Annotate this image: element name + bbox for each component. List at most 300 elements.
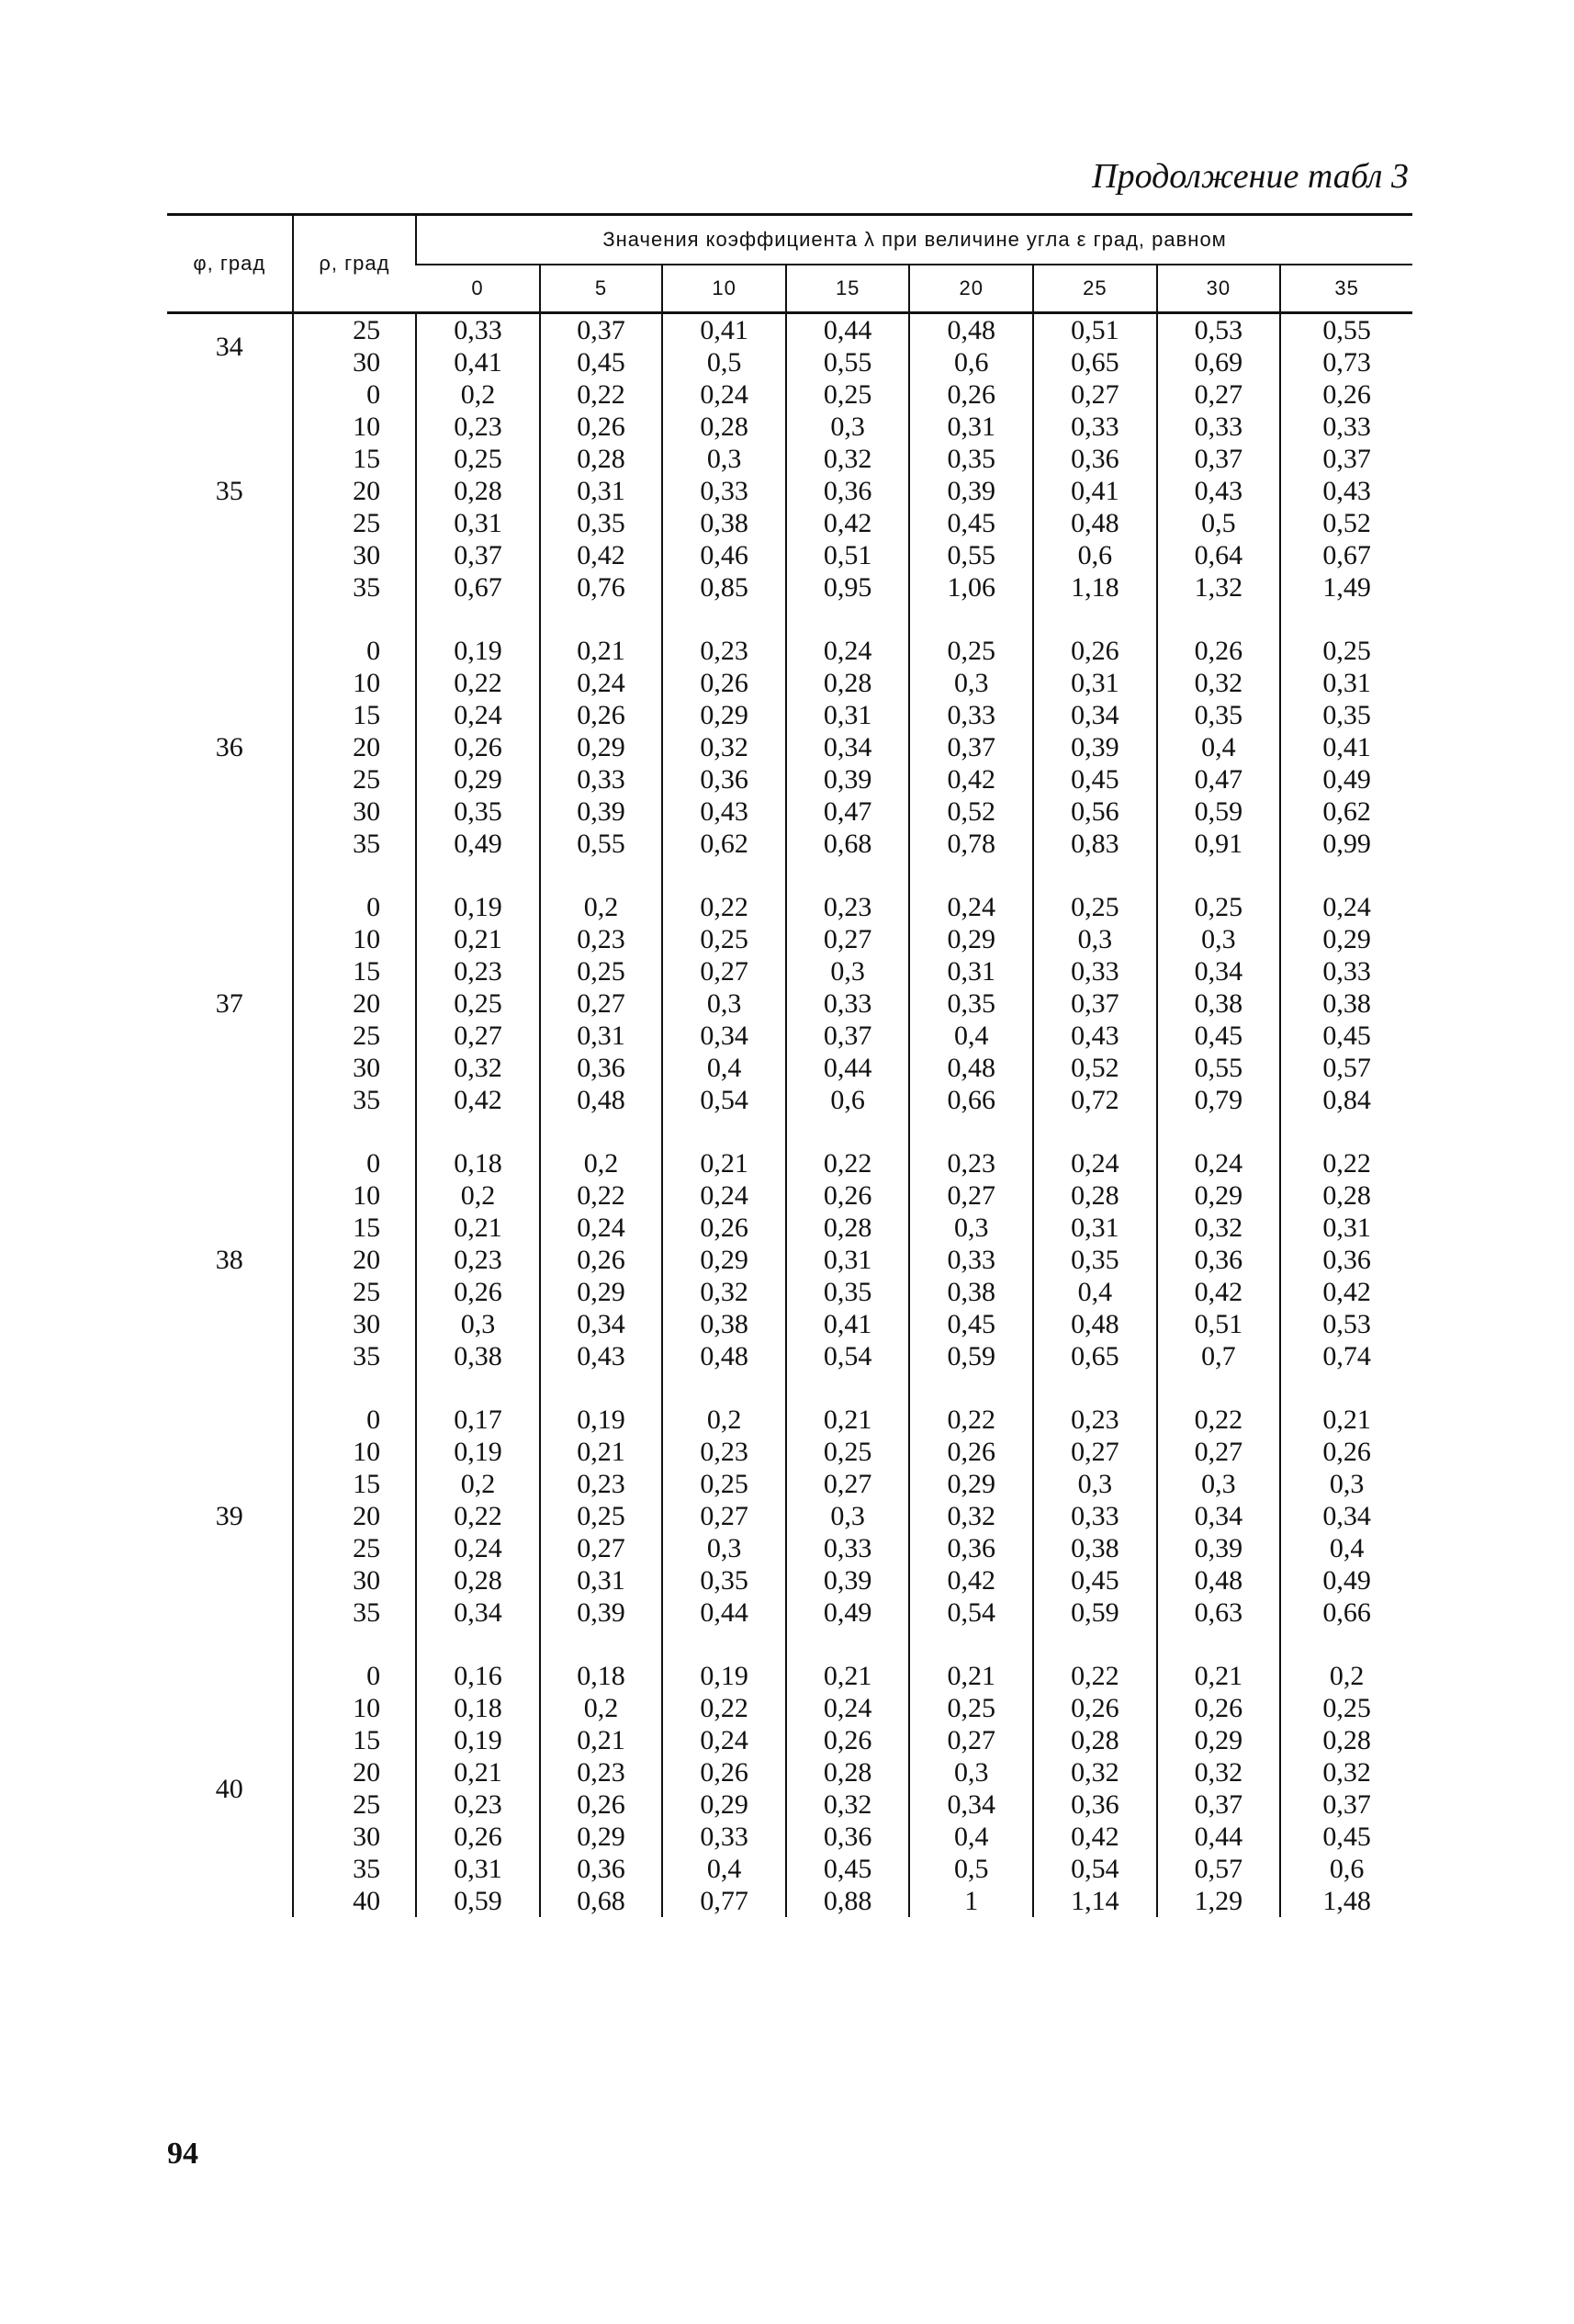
lambda-value-cell: 0,35 [1033,1244,1157,1276]
lambda-value-cell: 0,21 [662,1147,786,1179]
lambda-value-cell: 0,32 [909,1500,1033,1532]
lambda-value-cell: 0,56 [1033,795,1157,828]
lambda-value-cell: 0,45 [1157,1020,1281,1052]
lambda-value-cell: 0,28 [1033,1179,1157,1212]
rho-cell: 15 [293,1212,417,1244]
lambda-value-cell: 0,3 [662,987,786,1020]
lambda-value-cell: 0,18 [416,1147,540,1179]
lambda-value-cell: 0,49 [1280,1564,1412,1596]
table-row [167,731,1412,763]
lambda-value-cell: 0,31 [909,955,1033,987]
lambda-value-cell: 0,21 [1157,1660,1281,1692]
lambda-value-cell: 0,62 [662,828,786,860]
lambda-value-cell: 0,24 [416,699,540,731]
phi-cell: 35 [215,476,243,506]
lambda-value-cell: 0,38 [1157,987,1281,1020]
lambda-value-cell: 0,39 [786,1564,910,1596]
lambda-value-cell: 0,35 [909,443,1033,475]
epsilon-header-cell: 30 [1157,265,1281,313]
lambda-value-cell: 0,77 [662,1885,786,1917]
table-row [167,667,1412,699]
lambda-value-cell: 0,31 [540,475,663,507]
lambda-value-cell: 0,45 [786,1853,910,1885]
table-row [167,1500,1412,1532]
lambda-value-cell: 0,24 [1157,1147,1281,1179]
lambda-value-cell: 0,21 [416,1756,540,1788]
lambda-value-cell: 0,39 [1157,1532,1281,1564]
lambda-value-cell: 0,42 [909,763,1033,795]
lambda-value-cell: 0,4 [1157,731,1281,763]
lambda-value-cell: 0,3 [909,1756,1033,1788]
lambda-value-cell: 0,34 [909,1788,1033,1821]
lambda-value-cell: 0,36 [909,1532,1033,1564]
lambda-value-cell: 0,27 [662,955,786,987]
spacer-cell [662,1372,786,1404]
lambda-value-cell: 0,42 [1280,1276,1412,1308]
lambda-value-cell: 0,2 [416,1179,540,1212]
lambda-value-cell: 0,26 [540,1244,663,1276]
lambda-value-cell: 0,31 [1033,1212,1157,1244]
lambda-value-cell: 0,45 [1033,763,1157,795]
lambda-value-cell: 0,38 [662,1308,786,1340]
lambda-value-cell: 0,26 [540,1788,663,1821]
lambda-value-cell: 0,51 [1157,1308,1281,1340]
lambda-value-cell: 0,26 [1033,1692,1157,1724]
rho-cell: 35 [293,1596,417,1629]
phi-cell: 38 [215,1245,243,1275]
lambda-value-cell: 0,72 [1033,1084,1157,1116]
lambda-value-cell: 0,51 [1033,313,1157,347]
rho-cell: 0 [293,1404,417,1436]
table-row [167,1756,1412,1788]
rho-cell: 15 [293,1468,417,1500]
group-spacer [167,1116,1412,1147]
lambda-value-cell: 0,2 [416,1468,540,1500]
lambda-value-cell: 0,65 [1033,1340,1157,1372]
lambda-value-cell: 0,59 [1033,1596,1157,1629]
rho-cell: 25 [293,1788,417,1821]
lambda-value-cell: 0,31 [1033,667,1157,699]
lambda-value-cell: 0,6 [1280,1853,1412,1885]
lambda-value-cell: 0,55 [1280,313,1412,347]
spacer-cell [1280,1629,1412,1660]
lambda-value-cell: 0,32 [662,1276,786,1308]
rho-cell: 35 [293,1340,417,1372]
rho-cell: 15 [293,699,417,731]
lambda-value-cell: 0,42 [786,507,910,539]
rho-cell: 25 [293,1276,417,1308]
phi-column-header: φ, град [167,215,293,313]
lambda-value-cell: 0,24 [662,378,786,411]
lambda-value-cell: 0,28 [786,1756,910,1788]
lambda-value-cell: 0,37 [416,539,540,571]
lambda-value-cell: 0,25 [662,1468,786,1500]
lambda-value-cell: 0,45 [1280,1020,1412,1052]
lambda-value-cell: 0,32 [1033,1756,1157,1788]
lambda-value-cell: 0,33 [1280,411,1412,443]
lambda-value-cell: 0,32 [786,1788,910,1821]
table-row [167,699,1412,731]
lambda-value-cell: 0,27 [786,923,910,955]
lambda-value-cell: 0,31 [540,1020,663,1052]
spacer-cell [540,860,663,891]
lambda-value-cell: 0,91 [1157,828,1281,860]
spacer-cell [909,604,1033,635]
lambda-value-cell: 0,29 [1157,1179,1281,1212]
page-number: 94 [167,2137,198,2171]
lambda-value-cell: 0,78 [909,828,1033,860]
table-row [167,1885,1412,1917]
lambda-value-cell: 0,21 [540,635,663,667]
lambda-value-cell: 0,6 [1033,539,1157,571]
lambda-value-cell: 1,32 [1157,571,1281,604]
rho-cell: 30 [293,346,417,378]
lambda-value-cell: 0,22 [540,378,663,411]
lambda-value-cell: 0,17 [416,1404,540,1436]
rho-cell: 35 [293,828,417,860]
lambda-value-cell: 0,21 [786,1660,910,1692]
lambda-value-cell: 0,26 [1280,1436,1412,1468]
lambda-value-cell: 0,49 [1280,763,1412,795]
lambda-value-cell: 0,31 [416,1853,540,1885]
table-row [167,378,1412,411]
rho-cell: 30 [293,1052,417,1084]
spacer-cell [909,1372,1033,1404]
lambda-value-cell: 0,28 [416,475,540,507]
table-row [167,1244,1412,1276]
lambda-value-cell: 0,26 [786,1724,910,1756]
lambda-value-cell: 0,21 [909,1660,1033,1692]
spacer-cell [662,1629,786,1660]
lambda-value-cell: 0,33 [909,1244,1033,1276]
lambda-value-cell: 0,27 [786,1468,910,1500]
lambda-value-cell: 0,35 [1157,699,1281,731]
spacer-cell [540,1372,663,1404]
lambda-value-cell: 0,42 [416,1084,540,1116]
lambda-value-cell: 0,22 [416,1500,540,1532]
lambda-value-cell: 0,6 [786,1084,910,1116]
lambda-value-cell: 0,84 [1280,1084,1412,1116]
spacer-cell [909,1116,1033,1147]
lambda-value-cell: 0,22 [1033,1660,1157,1692]
lambda-value-cell: 0,44 [786,313,910,347]
lambda-value-cell: 0,48 [909,313,1033,347]
lambda-value-cell: 0,37 [1280,1788,1412,1821]
lambda-value-cell: 0,29 [909,1468,1033,1500]
lambda-value-cell: 0,66 [1280,1596,1412,1629]
table-row [167,763,1412,795]
lambda-value-cell: 0,49 [416,828,540,860]
lambda-value-cell: 0,27 [416,1020,540,1052]
spacer-cell [786,860,910,891]
lambda-value-cell: 1,49 [1280,571,1412,604]
spacer-cell [540,1629,663,1660]
spacer-cell [786,1372,910,1404]
lambda-value-cell: 0,36 [540,1052,663,1084]
lambda-value-cell: 0,24 [540,667,663,699]
lambda-value-cell: 0,37 [1157,443,1281,475]
epsilon-header-cell: 20 [909,265,1033,313]
lambda-value-cell: 1,14 [1033,1885,1157,1917]
lambda-value-cell: 0,67 [1280,539,1412,571]
lambda-value-cell: 0,57 [1157,1853,1281,1885]
lambda-value-cell: 0,32 [1280,1756,1412,1788]
lambda-value-cell: 0,33 [1033,411,1157,443]
lambda-value-cell: 0,3 [909,1212,1033,1244]
lambda-value-cell: 0,19 [662,1660,786,1692]
lambda-value-cell: 0,85 [662,571,786,604]
lambda-value-cell: 0,24 [662,1724,786,1756]
table-row [167,1821,1412,1853]
spacer-cell [1157,1116,1281,1147]
lambda-value-cell: 0,59 [909,1340,1033,1372]
lambda-value-cell: 1,48 [1280,1885,1412,1917]
lambda-value-cell: 0,33 [1280,955,1412,987]
lambda-value-cell: 0,26 [416,731,540,763]
rho-cell: 30 [293,1564,417,1596]
lambda-value-cell: 0,41 [662,313,786,347]
lambda-value-cell: 0,55 [1157,1052,1281,1084]
lambda-value-cell: 0,3 [662,443,786,475]
lambda-value-cell: 0,33 [540,763,663,795]
lambda-value-cell: 0,38 [1033,1532,1157,1564]
lambda-value-cell: 0,31 [540,1564,663,1596]
lambda-value-cell: 0,79 [1157,1084,1281,1116]
lambda-value-cell: 0,25 [1280,635,1412,667]
spacer-cell [293,1116,417,1147]
lambda-value-cell: 0,2 [1280,1660,1412,1692]
lambda-value-cell: 0,19 [416,891,540,923]
table-row [167,313,1412,347]
lambda-value-cell: 0,67 [416,571,540,604]
lambda-value-cell: 0,2 [662,1404,786,1436]
lambda-value-cell: 0,24 [540,1212,663,1244]
lambda-value-cell: 0,27 [662,1500,786,1532]
epsilon-header-cell: 35 [1280,265,1412,313]
lambda-value-cell: 0,19 [540,1404,663,1436]
lambda-value-cell: 0,39 [786,763,910,795]
lambda-value-cell: 0,59 [1157,795,1281,828]
lambda-value-cell: 0,41 [416,346,540,378]
lambda-value-cell: 0,4 [909,1821,1033,1853]
group-spacer [167,1372,1412,1404]
spacer-cell [1280,1116,1412,1147]
lambda-value-cell: 0,29 [662,1788,786,1821]
lambda-value-cell: 0,37 [1033,987,1157,1020]
lambda-value-cell: 0,45 [909,507,1033,539]
lambda-value-cell: 0,25 [909,1692,1033,1724]
lambda-value-cell: 0,37 [1280,443,1412,475]
lambda-value-cell: 0,21 [416,1212,540,1244]
spacer-cell [167,604,293,635]
lambda-value-cell: 0,25 [662,923,786,955]
spacer-cell [540,1116,663,1147]
rho-cell: 0 [293,1660,417,1692]
table-row [167,1084,1412,1116]
spacer-cell [1157,1629,1281,1660]
lambda-value-cell: 0,44 [662,1596,786,1629]
table-row [167,987,1412,1020]
lambda-value-cell: 0,23 [662,1436,786,1468]
lambda-value-cell: 0,55 [786,346,910,378]
lambda-value-cell: 0,26 [1033,635,1157,667]
rho-cell: 35 [293,1853,417,1885]
lambda-value-cell: 0,22 [662,1692,786,1724]
lambda-value-cell: 0,34 [1157,1500,1281,1532]
lambda-value-cell: 0,28 [1280,1179,1412,1212]
table-row [167,1788,1412,1821]
lambda-value-cell: 0,53 [1280,1308,1412,1340]
lambda-value-cell: 0,21 [416,923,540,955]
lambda-value-cell: 0,48 [1033,1308,1157,1340]
lambda-value-cell: 0,25 [786,1436,910,1468]
lambda-value-cell: 0,7 [1157,1340,1281,1372]
lambda-value-cell: 0,35 [416,795,540,828]
lambda-value-cell: 0,2 [540,1147,663,1179]
lambda-value-cell: 0,19 [416,635,540,667]
rho-cell: 30 [293,795,417,828]
rho-cell: 25 [293,313,417,347]
lambda-value-cell: 0,23 [786,891,910,923]
lambda-span-header: Значения коэффициента λ при величине угла ε град, равном [416,215,1412,265]
lambda-value-cell: 0,41 [786,1308,910,1340]
lambda-value-cell: 0,29 [1157,1724,1281,1756]
spacer-cell [167,1116,293,1147]
lambda-value-cell: 0,25 [1033,891,1157,923]
lambda-value-cell: 0,6 [909,346,1033,378]
rho-cell: 20 [293,1500,417,1532]
epsilon-header-cell: 0 [416,265,540,313]
lambda-value-cell: 0,31 [786,699,910,731]
spacer-cell [416,1372,540,1404]
lambda-value-cell: 0,59 [416,1885,540,1917]
lambda-value-cell: 0,21 [540,1436,663,1468]
lambda-value-cell: 0,23 [540,1756,663,1788]
lambda-value-cell: 0,29 [540,1821,663,1853]
lambda-value-cell: 0,21 [540,1724,663,1756]
lambda-value-cell: 0,5 [909,1853,1033,1885]
lambda-value-cell: 0,4 [662,1853,786,1885]
lambda-value-cell: 0,33 [1033,955,1157,987]
lambda-value-cell: 0,34 [1280,1500,1412,1532]
spacer-cell [1280,860,1412,891]
lambda-value-cell: 0,55 [540,828,663,860]
lambda-value-cell: 0,48 [1033,507,1157,539]
spacer-cell [167,860,293,891]
lambda-value-cell: 0,27 [909,1179,1033,1212]
lambda-value-cell: 0,42 [1157,1276,1281,1308]
rho-cell: 10 [293,1692,417,1724]
table-row [167,923,1412,955]
lambda-value-cell: 0,36 [1157,1244,1281,1276]
lambda-value-cell: 0,23 [540,923,663,955]
rho-cell: 10 [293,923,417,955]
lambda-value-cell: 0,39 [909,475,1033,507]
lambda-value-cell: 0,49 [786,1596,910,1629]
lambda-value-cell: 0,41 [1033,475,1157,507]
lambda-value-cell: 0,28 [1280,1724,1412,1756]
lambda-value-cell: 0,35 [540,507,663,539]
lambda-value-cell: 0,23 [909,1147,1033,1179]
lambda-value-cell: 0,23 [416,411,540,443]
table-caption: Продолжение табл 3 [1092,157,1409,196]
lambda-value-cell: 0,68 [786,828,910,860]
lambda-value-cell: 0,26 [662,667,786,699]
table-row [167,539,1412,571]
lambda-value-cell: 0,54 [909,1596,1033,1629]
rho-column-header: ρ, град [293,215,417,313]
lambda-value-cell: 0,22 [540,1179,663,1212]
lambda-value-cell: 0,42 [540,539,663,571]
table-row [167,635,1412,667]
lambda-value-cell: 0,33 [909,699,1033,731]
table-body [167,313,1412,1918]
lambda-value-cell: 0,25 [909,635,1033,667]
lambda-value-cell: 0,48 [540,1084,663,1116]
lambda-value-cell: 0,18 [416,1692,540,1724]
lambda-value-cell: 0,26 [1157,635,1281,667]
lambda-value-cell: 0,33 [1033,1500,1157,1532]
lambda-value-cell: 0,29 [540,1276,663,1308]
lambda-value-cell: 0,32 [662,731,786,763]
table-row [167,1308,1412,1340]
lambda-value-cell: 0,36 [540,1853,663,1885]
lambda-value-cell: 0,23 [1033,1404,1157,1436]
lambda-value-cell: 1 [909,1885,1033,1917]
lambda-value-cell: 0,34 [786,731,910,763]
spacer-cell [1033,1372,1157,1404]
lambda-value-cell: 0,5 [1157,507,1281,539]
lambda-value-cell: 0,29 [662,1244,786,1276]
lambda-value-cell: 0,52 [1280,507,1412,539]
lambda-value-cell: 0,95 [786,571,910,604]
rho-cell: 30 [293,1308,417,1340]
lambda-value-cell: 0,36 [786,1821,910,1853]
lambda-value-cell: 0,48 [662,1340,786,1372]
lambda-value-cell: 0,3 [786,955,910,987]
epsilon-header-cell: 25 [1033,265,1157,313]
lambda-value-cell: 0,45 [909,1308,1033,1340]
lambda-value-cell: 0,45 [1280,1821,1412,1853]
lambda-value-cell: 0,99 [1280,828,1412,860]
lambda-value-cell: 0,46 [662,539,786,571]
table-row [167,795,1412,828]
lambda-value-cell: 0,24 [416,1532,540,1564]
lambda-value-cell: 0,16 [416,1660,540,1692]
coefficient-table [167,213,1412,1917]
lambda-value-cell: 0,44 [1157,1821,1281,1853]
lambda-value-cell: 0,29 [662,699,786,731]
lambda-value-cell: 0,31 [1280,1212,1412,1244]
group-spacer [167,1629,1412,1660]
epsilon-header-cell: 5 [540,265,663,313]
lambda-value-cell: 0,44 [786,1052,910,1084]
lambda-value-cell: 0,42 [1033,1821,1157,1853]
lambda-value-cell: 0,26 [909,1436,1033,1468]
coefficient-table-container [167,213,1412,1917]
spacer-cell [293,604,417,635]
lambda-value-cell: 0,29 [416,763,540,795]
lambda-value-cell: 0,26 [540,411,663,443]
lambda-value-cell: 0,26 [540,699,663,731]
lambda-value-cell: 0,3 [1033,1468,1157,1500]
spacer-cell [1033,860,1157,891]
lambda-value-cell: 0,2 [540,1692,663,1724]
spacer-cell [1280,604,1412,635]
spacer-cell [167,1629,293,1660]
table-row [167,346,1412,378]
lambda-value-cell: 0,22 [416,667,540,699]
